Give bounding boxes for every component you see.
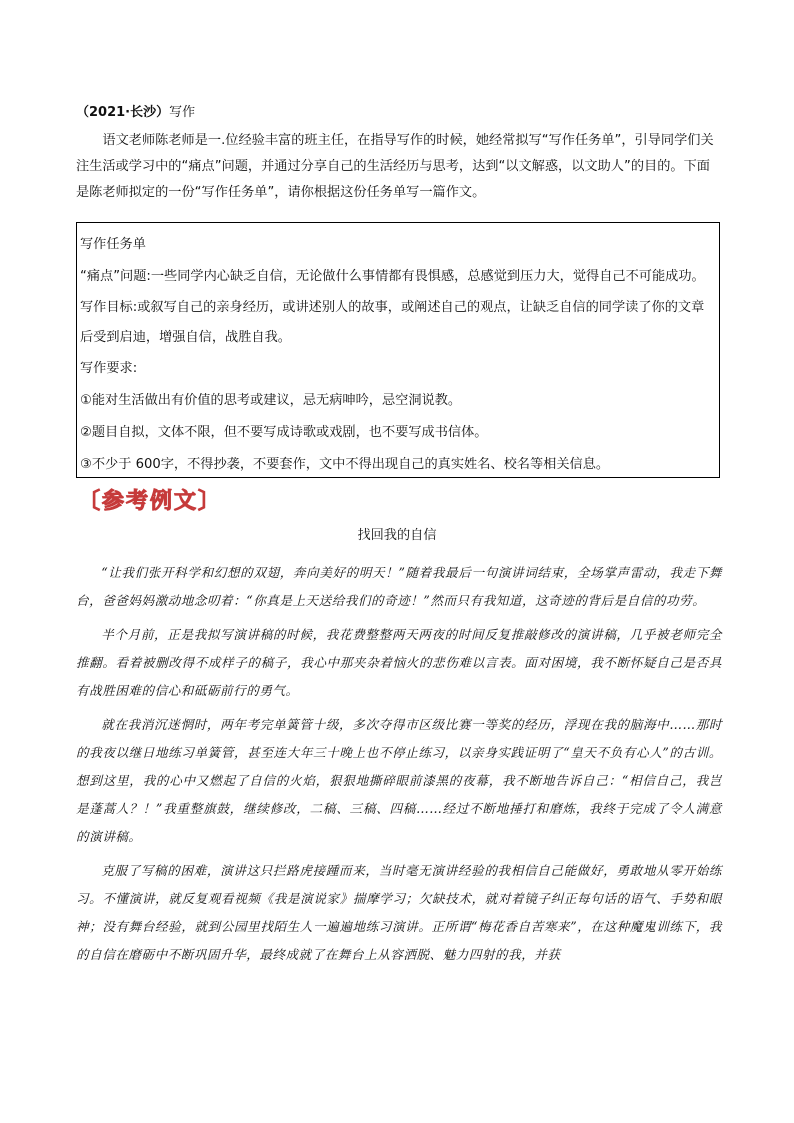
task-requirements-label: 写作要求: (80, 361, 138, 376)
task-sheet-title: 写作任务单 (80, 237, 146, 252)
essay-title: 找回我的自信 (357, 528, 437, 543)
task-requirement-3: ③不少于 600字，不得抄袭，不要套作，文中不得出现自己的真实姓名、校名等相关信息。 (80, 457, 610, 472)
stamp-label: 〔参考例文〕 (78, 488, 223, 514)
intro-paragraph: 语文老师陈老师是一.位经验丰富的班主任，在指导写作的时候，她经常拟写“写作任务单”，引导同学们关注生活或学习中的“痛点”问题，并通过分享自己的生活经历与思考，达到“以文解惑，以文助人”的目的。下面是陈老师拟定的一份“写作任务单”，请你根据这份任务单写一篇作文。 (76, 133, 714, 200)
task-requirement-2: ②题目自拟，文体不限，但不要写成诗歌或戏剧，也不要写成书信体。 (80, 425, 488, 440)
task-requirement-1: ①能对生活做出有价值的思考或建议，忌无病呻吟，忌空洞说教。 (80, 393, 462, 408)
essay-paragraph: 半个月前，正是我拟写演讲稿的时候，我花费整整两天两夜的时间反复推敲修改的演讲稿，几乎被老师完全推翻。看着被删改得不成样子的稿子，我心中那夹杂着恼火的悲伤难以言表。面对困境，我不断怀疑自己是否具有战胜困难的信心和砥砺前行的勇气。 (76, 627, 722, 698)
question-heading (76, 104, 195, 122)
question-intro (76, 128, 722, 206)
task-goal: 写作目标:或叙写自己的亲身经历，或讲述别人的故事，或阐述自己的观点，让缺乏自信的同学读了你的文章后受到启迪，增强自信，战胜自我。 (80, 300, 705, 345)
task-pain-point: “痛点”问题:一些同学内心缺乏自信，无论做什么事情都有畏惧感，总感觉到压力大，觉得自己不可能成功。 (80, 269, 705, 284)
essay-paragraph: 就在我消沉迷惘时，两年考完单簧管十级，多次夺得市区级比赛一等奖的经历，浮现在我的脑海中……那时的我夜以继日地练习单簧管，甚至连大年三十晚上也不停止练习，以亲身实践证明了“皇天不负有心人”的古训。想到这里，我的心中又燃起了自信的火焰，狠狠地撕碎眼前漆黑的夜幕，我不断地告诉自己：“相信自己，我岂是蓬蒿人？！”我重整旗鼓，继续修改，二稿、三稿、四稿……经过不断地捶打和磨炼，我终于完成了令人满意的演讲稿。 (76, 717, 722, 844)
essay-body (76, 559, 722, 975)
question-type: 写作 (169, 105, 196, 120)
reference-essay-stamp (78, 484, 238, 518)
essay-paragraph: 克服了写稿的困难，演讲这只拦路虎接踵而来，当时毫无演讲经验的我相信自己能做好，勇敢地从零开始练习。不懂演讲，就反复观看视频《我是演说家》揣摩学习；欠缺技术，就对着镜子纠正每句话的语气、手势和眼神；没有舞台经验，就到公园里找陌生人一遍遍地练习演讲。正所谓“梅花香自苦寒来”，在这种魔鬼训练下，我的自信在磨砺中不断巩固升华，最终成就了在舞台上从容洒脱、魅力四射的我，并获 (76, 863, 722, 962)
question-source: （2021·长沙） (76, 105, 170, 120)
task-sheet-box (76, 222, 720, 478)
essay-paragraph: “让我们张开科学和幻想的双翅，奔向美好的明天！”随着我最后一句演讲词结束，全场掌声雷动，我走下舞台，爸爸妈妈激动地念叨着：“你真是上天送给我们的奇迹！”然而只有我知道，这奇迹的背后是自信的功劳。 (76, 565, 722, 608)
